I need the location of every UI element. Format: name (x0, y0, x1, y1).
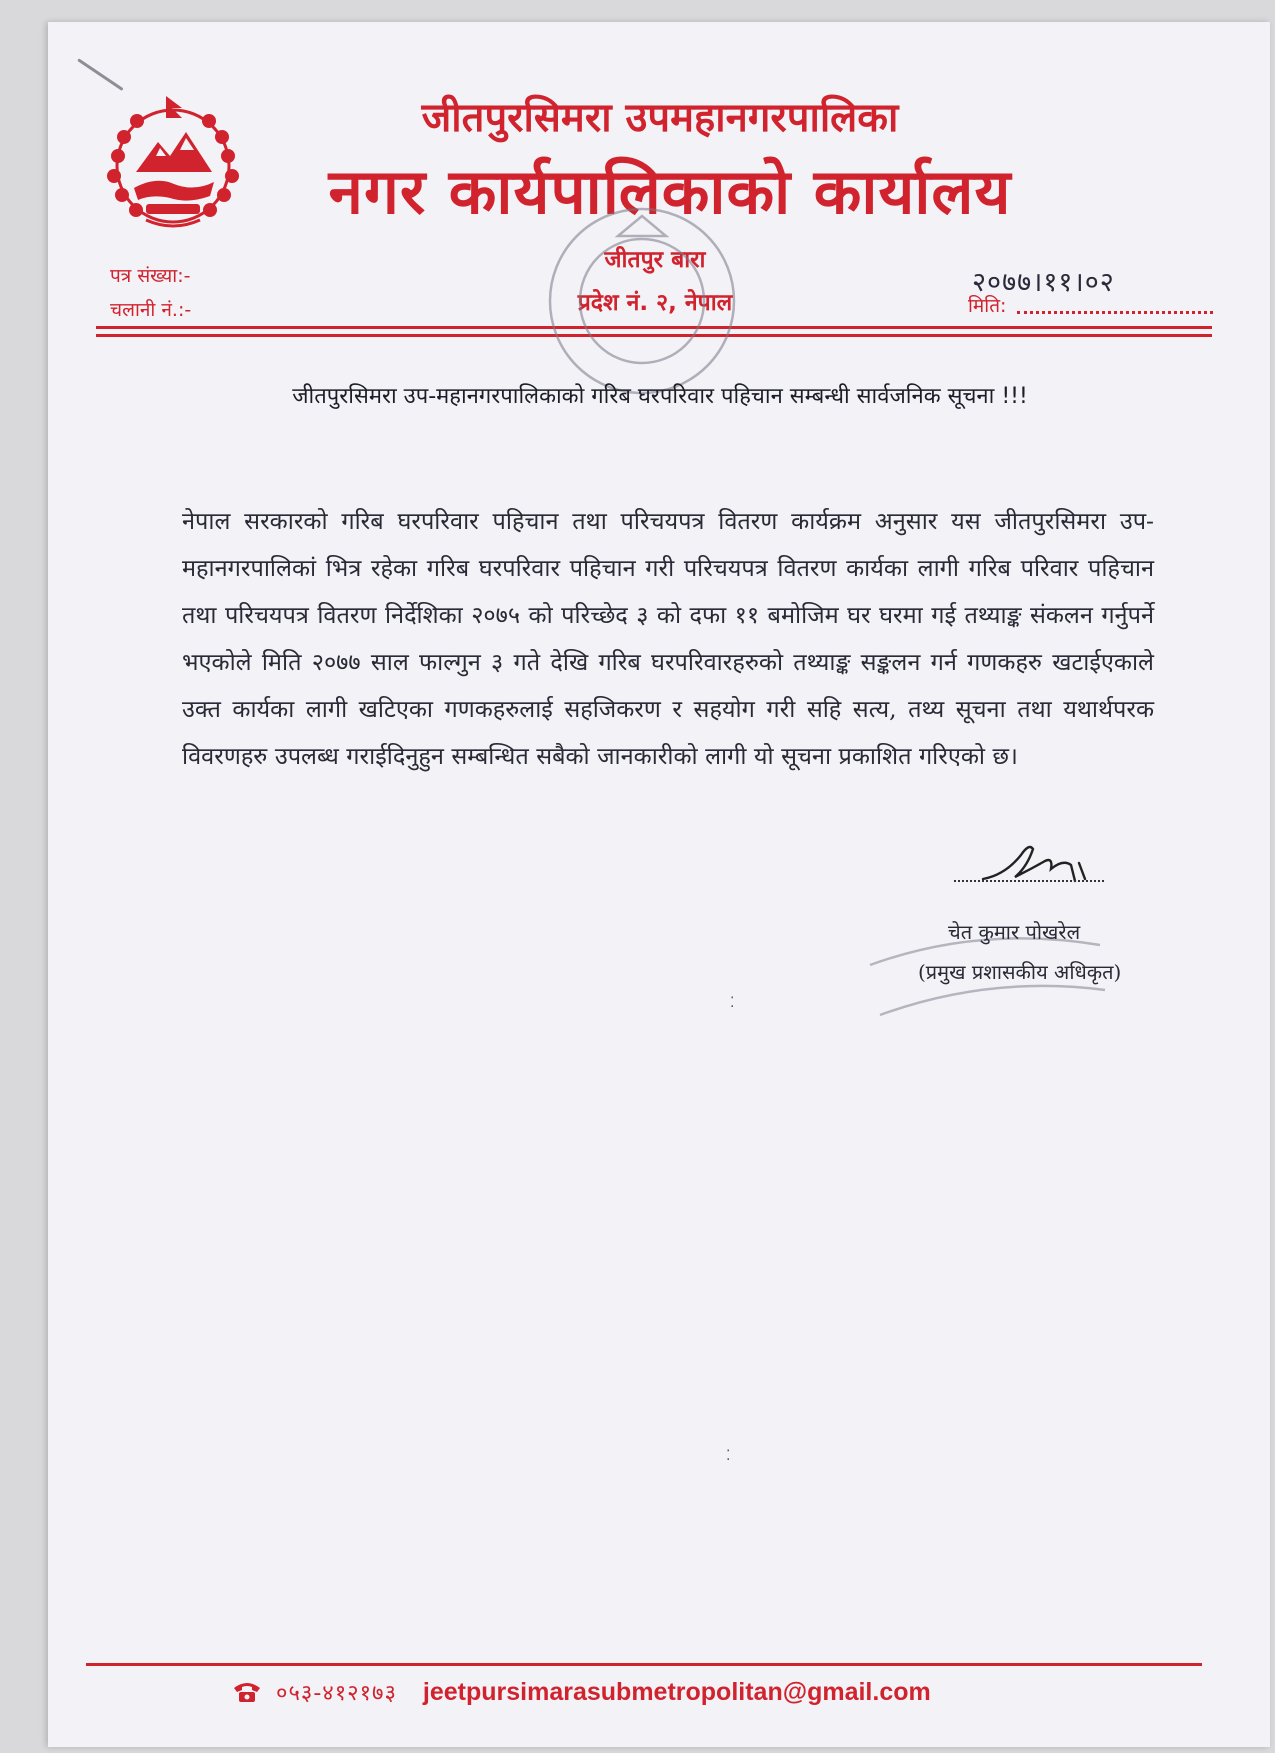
signature-dotted-line (954, 880, 1104, 882)
signature-scribble (975, 835, 1105, 895)
signatory-title: (प्रमुख प्रशासकीय अधिकृत) (918, 960, 1122, 984)
paper-speck: ⁚ (726, 1448, 731, 1464)
footer-rule (86, 1663, 1202, 1666)
location-province: प्रदेश नं. २, नेपाल (577, 290, 733, 316)
telephone-icon (232, 1680, 262, 1704)
letter-number-label: पत्र संख्या:- (110, 265, 191, 287)
paper-speck: ⁚ (730, 995, 735, 1011)
footer-phone: ०५३-४१२१७३ (276, 1681, 397, 1706)
office-subtitle: जीतपुरसिमरा उपमहानगरपालिका (421, 95, 899, 141)
office-title: नगर कार्यपालिकाको कार्यालय (328, 155, 1012, 228)
signatory-name: चेत कुमार पोखरेल (948, 920, 1081, 944)
notice-subject: जीतपुरसिमरा उप-महानगरपालिकाको गरिब घरपरिवार पहिचान सम्बन्धी सार्वजनिक सूचना !!! (292, 384, 1028, 409)
nepal-emblem-icon (96, 92, 250, 234)
letter-date: २०७७।११।०२ (972, 267, 1115, 298)
footer-email[interactable]: jeetpursimarasubmetropolitan@gmail.com (422, 1677, 931, 1706)
office-seal-stamp (532, 196, 752, 406)
date-label: मिति: (968, 295, 1007, 317)
date-dotted-line (1017, 311, 1213, 314)
notice-body: नेपाल सरकारको गरिब घरपरिवार पहिचान तथा परिचयपत्र वितरण कार्यक्रम अनुसार यस जीतपुरसिमरा उप-महानगरपालिकां भित्र रहेका गरिब घरपरिवार पहिचान गरी परिचयपत्र वितरण कार्यका लागी गरिब परिवार पहिचान तथा परिचयपत्र वितरण निर्देशिका २०७५ को परिच्छेद ३ को दफा ११ बमोजिम घर घरमा गई तथ्याङ्क संकलन गर्नुपर्ने भएकोले मिति २०७७ साल फाल्गुन ३ गते देखि गरिब घरपरिवारहरुको तथ्याङ्क सङ्कलन गर्न गणकहरु खटाईएकाले उक्त कार्यका लागी खटिएका गणकहरुलाई सहजिकरण र सहयोग गरी सहि सत्य, तथ्य सूचना तथा यथार्थपरक विवरणहरु उपलब्ध गराईदिनुहुन सम्बन्धित सबैको जानकारीको लागी यो सूचना प्रकाशित गरिएको छ। (182, 507, 1154, 770)
footer-contact (232, 1672, 931, 1712)
dispatch-number-label: चलानी नं.:- (110, 299, 192, 321)
location-city: जीतपुर बारा (604, 247, 706, 273)
